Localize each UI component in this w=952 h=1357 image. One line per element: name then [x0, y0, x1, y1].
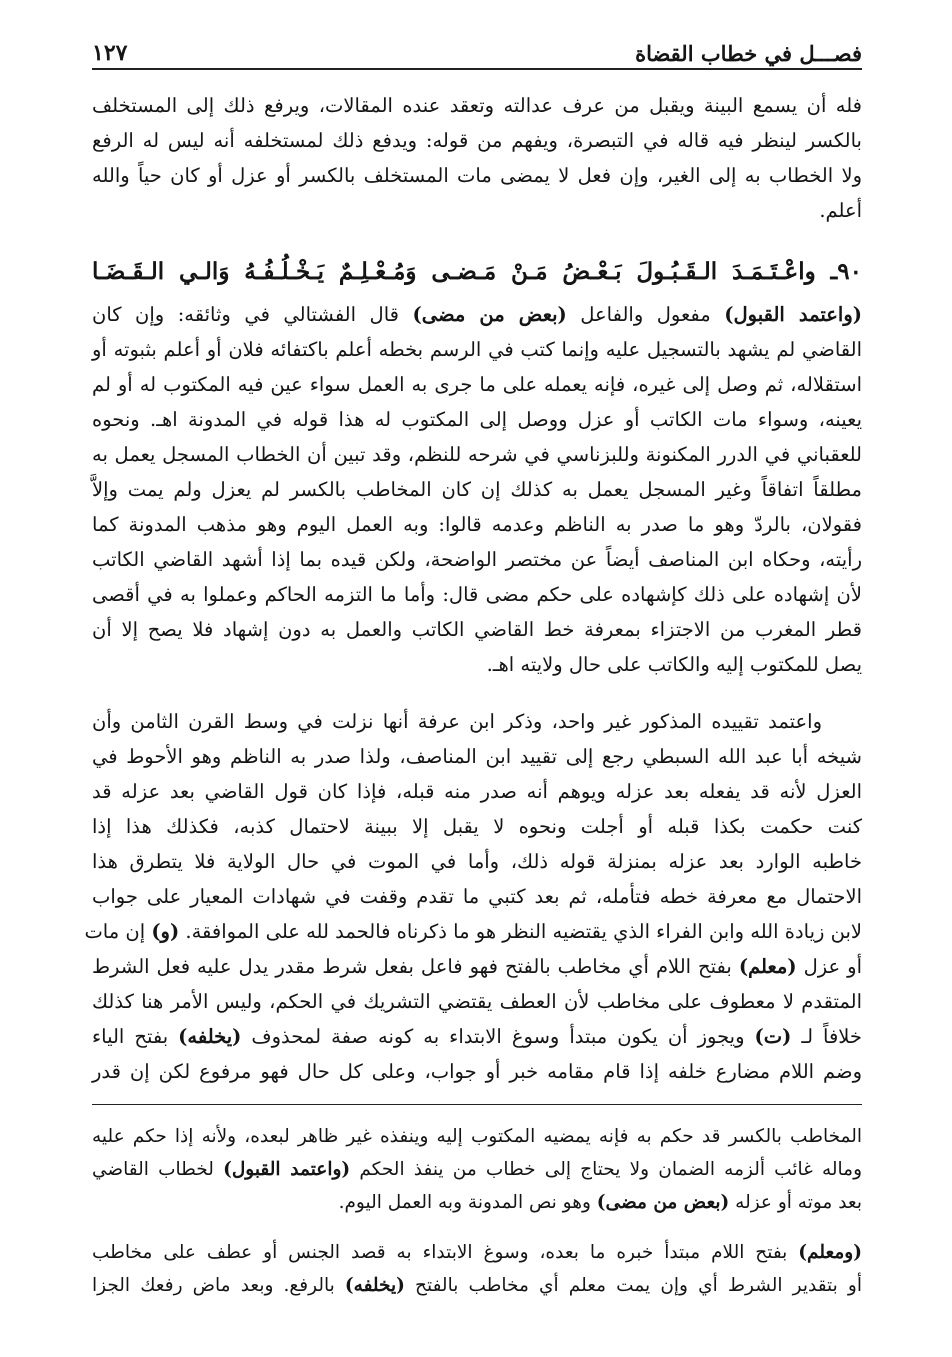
- footnote-line: [92, 1186, 862, 1219]
- paragraph-3: [84, 704, 862, 1089]
- text-line: الاحتمال مع معرفة خطه فتأمله، ثم بعد كتبي ما تقدم وقفت في شهادات المعيار على جواب: [92, 885, 862, 908]
- text-segment: أو بتقدير الشرط أي وإن يمت معلم أي مخاطب بالفتح: [404, 1275, 863, 1296]
- text-segment: وهو نص المدونة وبه العمل اليوم.: [338, 1192, 597, 1213]
- text-line: [84, 914, 862, 949]
- text-line: العزل لأنه قد يفعله بعد عزله ويوهم أنه صدر منه قبله، فإذا كان قول القاضي بعد عزله قد: [92, 780, 862, 803]
- bold-term: (واعتمد القبول): [724, 303, 862, 326]
- text-line: استقلاله، ثم وصل إلى غيره، فإنه يعمله على ما جرى به العمل سواء عين فيه المكتوب له أو لم: [92, 373, 862, 396]
- footnote-line: المخاطب بالكسر قد حكم به فإنه يمضيه المكتوب إليه وينفذه غير ظاهر لبعده، ولأنه إذا حكم عليه: [92, 1126, 862, 1147]
- footnote-separator: [92, 1104, 862, 1105]
- footnote-line: [92, 1153, 862, 1186]
- text-line: أعلم.: [819, 199, 862, 222]
- paragraph-2: [92, 297, 862, 682]
- bold-term: (واعتمد القبول): [223, 1159, 351, 1180]
- text-segment: بعد موته أو عزله: [729, 1192, 862, 1213]
- footnote-line: [92, 1269, 862, 1302]
- text-line: [92, 297, 862, 332]
- text-segment: خلافاً لـ: [791, 1025, 862, 1048]
- text-line: بالكسر لينظر فيه قاله في التبصرة، ويفهم من قوله: ويدفع ذلك لمستخلفه أنه ليس له الرفع: [92, 129, 862, 152]
- bold-term: (و): [151, 920, 180, 943]
- text-line: يعينه، وسواء مات الكاتب أو عزل ووصل إلى المكتوب له هذا قوله في المدونة اهـ. ونحوه: [92, 408, 862, 431]
- text-segment: بفتح الياء: [92, 1025, 179, 1048]
- text-segment: وماله غائب ألزمه الضمان ولا يحتاج إلى خطاب من ينفذ الحكم: [350, 1159, 863, 1180]
- text-segment: لابن زيادة الله وابن الفراء الذي يقتضيه النظر هو ما ذكرناه فالحمد لله على الموافقة.: [179, 920, 862, 943]
- text-line: خاطبه الوارد بعد عزله بمنزلة قوله ذلك، وأما في الموت في حال الولاية فلا يتطرق هذا: [92, 850, 862, 873]
- verse-block: [92, 254, 862, 289]
- text-line: وضم اللام مضارع خلفه إذا قام مقامه خبر أو جواب، وعلى كل حال فهو مرفوع لكن إن قدر: [92, 1060, 862, 1083]
- bold-term: (ت): [754, 1025, 792, 1048]
- bold-term: (يخلفه): [344, 1275, 405, 1296]
- text-line: المتقدم لا معطوف على مخاطب لأن العطف يقتضي التشريك في الحكم، وليس الأمر هنا كذلك: [92, 990, 862, 1013]
- text-segment: قال الفشتالي في وثائقه: وإن كان: [92, 303, 413, 326]
- text-line: للعقباني في الدرر المكنونة وللبزناسي في شرحه للنظم، وقد تبين أن الخطاب المسجل يعمل به: [92, 443, 862, 466]
- text-line: فله أن يسمع البينة ويقبل من عرف عدالته وتعقد عنده المقالات، ويرفع ذلك إلى المستخلف: [92, 94, 862, 117]
- text-line: [92, 949, 862, 984]
- text-line: رأيته، وحكاه ابن المناصف أيضاً عن مختصر الواضحة، ولكن قيده بما إذا أشهد القاضي الكاتب: [92, 548, 862, 571]
- page-number: ١٢٧: [92, 40, 128, 66]
- text-segment: ويجوز أن يكون مبتدأ وسوغ الابتداء به كونه صفة لمحذوف: [241, 1025, 755, 1048]
- page-header: [92, 34, 862, 70]
- text-segment: أو عزل: [796, 955, 862, 978]
- text-line: يصل للمكتوب إليه والكاتب على حال ولايته اهـ.: [486, 653, 862, 676]
- paragraph-1: [92, 88, 862, 228]
- text-line: شيخه أبا عبد الله السبطي رجع إلى تقييد ابن المناصف، ولذا صدر به الناظم وهو الأحوط في: [92, 745, 862, 768]
- footnote-line: [92, 1236, 862, 1269]
- verse-line: ٩٠ـ واعْـتَـمَـدَ الـقَـبُـولَ بَـعْـضُ مَـنْ مَـضـى وَمُـعْـلِـمٌ يَـخْـلُـفُـهُ وَالـي الـقَـضَـا: [92, 258, 862, 285]
- text-segment: بفتح اللام أي مخاطب بالفتح فهو فاعل بفعل شرط مقدر يدل عليه فعل الشرط: [92, 955, 739, 978]
- text-segment: مفعول والفاعل: [566, 303, 725, 326]
- text-line: ولا الخطاب به إلى الغير، وإن فعل لا يمضى مات المستخلف بالكسر أو عزل أو كان حياً والله: [92, 164, 862, 187]
- text-segment: إن مات: [84, 920, 152, 943]
- bold-term: (بعض من مضى): [412, 303, 567, 326]
- text-line: واعتمد تقييده المذكور غير واحد، وذكر ابن عرفة أنها نزلت في وسط القرن الثامن وأن: [92, 710, 822, 733]
- text-line: فقولان، بالردّ وهو ما صدر به الناظم وعدمه قالوا: وبه العمل اليوم وهو مذهب المدونة كما: [92, 513, 862, 536]
- bold-term: (يخلفه): [178, 1025, 242, 1048]
- footnote-2: [92, 1236, 862, 1302]
- running-title: فصـــل في خطاب القضاة: [635, 41, 862, 66]
- text-line: قطر المغرب من الاجتزاء بمعرفة خط القاضي الكاتب والعمل به دون إشهاد فلا يصح إلا أن: [92, 618, 862, 641]
- text-line: مطلقاً اتفاقاً وغير المسجل يعمل به كذلك إن كان المخاطب بالكسر لم يعزل ولم يمت وإلاَّ: [92, 478, 862, 501]
- text-line: [92, 1019, 862, 1054]
- bold-term: (بعض من مضى): [596, 1192, 730, 1213]
- bold-term: (ومعلم): [798, 1242, 862, 1263]
- text-segment: لخطاب القاضي: [92, 1159, 224, 1180]
- text-segment: بفتح اللام مبتدأ خبره ما بعده، وسوغ الابتداء به قصد الجنس أو عطف على مخاطب: [92, 1242, 799, 1263]
- text-segment: بالرفع. وبعد ماض رفعك الجزا: [92, 1275, 345, 1296]
- text-line: القاضي لم يشهد بالتسجيل عليه وإنما كتب في الرسم بخطه أعلم باكتفائه فلان أو أعلم بثبوته أو: [92, 338, 862, 361]
- bold-term: (معلم): [738, 955, 797, 978]
- footnote-1: [92, 1120, 862, 1219]
- text-line: لأن إشهاده على ذلك كإشهاده على حكم مضى قال: وأما ما التزمه الحاكم وعملوا به في أقصى: [92, 583, 862, 606]
- text-line: كنت حكمت بكذا قبله أو أجلت ونحوه لا يقبل إلا ببينة لاحتمال كذبه، فكذلك هذا إذا: [92, 815, 862, 838]
